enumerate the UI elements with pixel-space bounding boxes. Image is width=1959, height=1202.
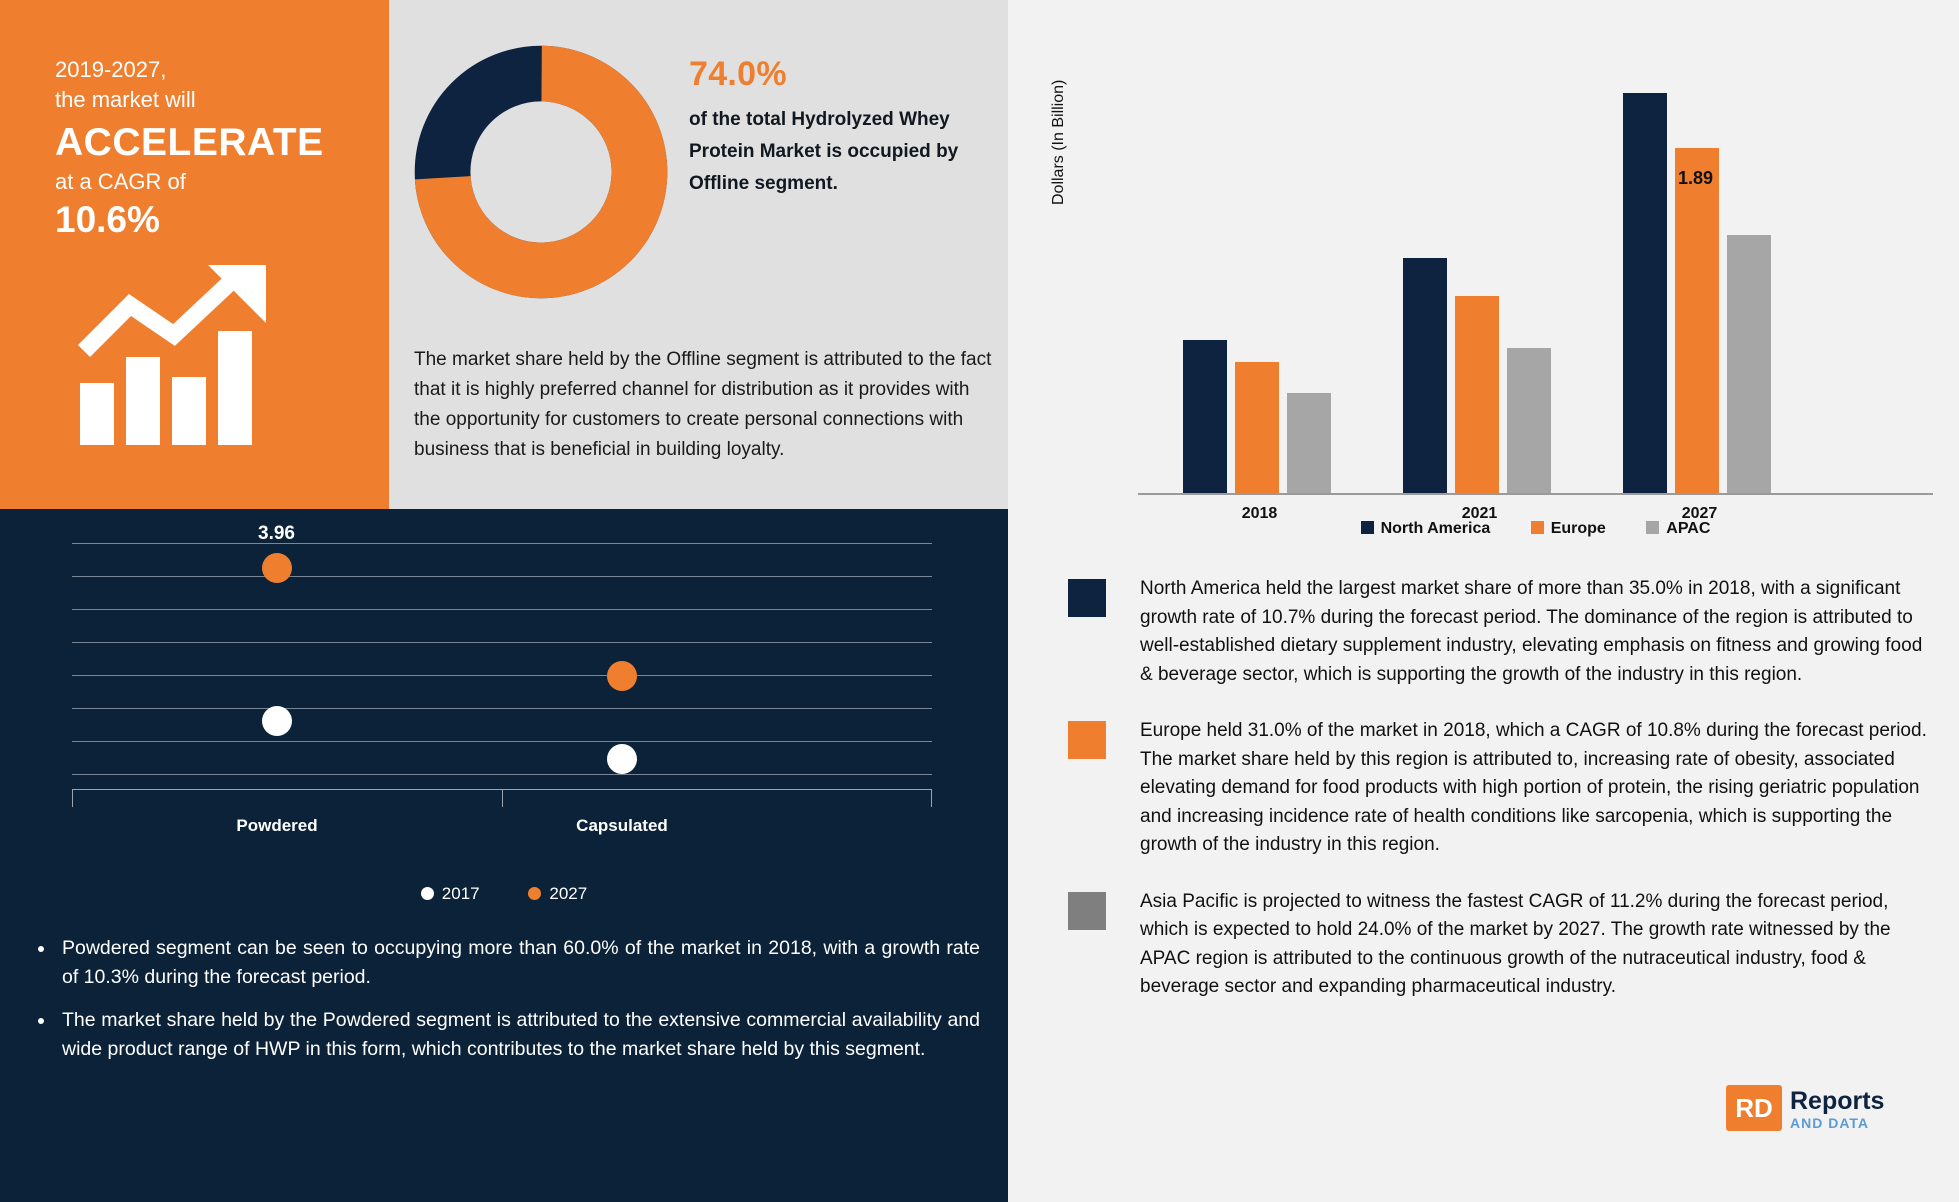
dot-data-label-396: 3.96 xyxy=(258,523,295,544)
cagr-subtitle: the market will xyxy=(55,87,196,112)
offline-share-donut-chart xyxy=(411,42,671,302)
bar-chart-plot-area xyxy=(1138,50,1933,522)
dot-category-capsulated: Capsulated xyxy=(576,816,668,835)
dot-capsulated-2017 xyxy=(607,744,637,774)
powdered-segment-bullets xyxy=(30,934,980,1078)
offline-share-description: The market share held by the Offline segment is attributed to the fact that it is highly preferred channel for distribution as it provides with the opportunity for customers to create personal connections with business that is beneficial in building loyalty. xyxy=(414,349,992,460)
bar-2027-north-america xyxy=(1623,93,1667,493)
note-apac xyxy=(1068,888,1928,1002)
legend-label-europe: Europe xyxy=(1550,520,1606,537)
right-column xyxy=(1008,0,1959,1202)
legend-item-north-america xyxy=(1361,520,1491,538)
bar-2027-apac xyxy=(1727,235,1771,493)
legend-item-apac xyxy=(1646,520,1710,538)
bar-2021-north-america xyxy=(1403,258,1447,493)
offline-share-subtitle: of the total Hydrolyzed Whey Protein Market is occupied by Offline segment. xyxy=(689,109,959,194)
dot-chart-legend xyxy=(0,884,1008,904)
regional-notes xyxy=(1068,575,1928,1030)
logo-text-primary: Reports xyxy=(1790,1087,1885,1115)
growth-arrow-icon xyxy=(70,265,330,455)
legend-swatch-2027-icon xyxy=(528,887,541,900)
logo-mark: RD xyxy=(1726,1085,1782,1131)
list-item: • The market share held by the Powdered segment is attributed to the extensive commercial availability and wide product range of HWP in this form, which contributes to the market share held by this segment. xyxy=(56,1006,980,1064)
regional-market-bar-chart xyxy=(1050,25,1948,537)
cagr-value: 10.6% xyxy=(55,199,160,240)
cagr-accelerate-label: ACCELERATE xyxy=(55,121,324,164)
form-segment-dot-chart xyxy=(62,523,942,851)
legend-swatch-2017-icon xyxy=(421,887,434,900)
dot-powdered-2017 xyxy=(262,706,292,736)
note-north-america xyxy=(1068,575,1928,689)
list-item: • Powdered segment can be seen to occupying more than 60.0% of the market in 2018, with a growth rate of 10.3% during the forecast period. xyxy=(56,934,980,992)
logo-text-secondary: AND DATA xyxy=(1790,1115,1870,1131)
reports-and-data-logo xyxy=(1726,1085,1926,1145)
note-text-apac: Asia Pacific is projected to witness the fastest CAGR of 11.2% during the forecast period, which is expected to hold 24.0% of the market by 2027. The growth rate witnessed by the APAC region is attributed to the continuous growth of the nutraceutical industry, food & beverage sector and expanding pharmaceutical industry. xyxy=(1140,890,1891,997)
legend-item-2027 xyxy=(528,884,587,904)
x-axis-label-2027: 2027 xyxy=(1681,505,1718,522)
note-swatch-europe-icon xyxy=(1068,721,1106,759)
bar-2021-europe xyxy=(1455,296,1499,493)
donut-panel xyxy=(389,0,1008,509)
dot-capsulated-2027 xyxy=(607,661,637,691)
dot-category-powdered: Powdered xyxy=(236,816,318,835)
bar-data-label-189: 1.89 xyxy=(1678,168,1714,188)
legend-swatch-north-america-icon xyxy=(1361,521,1374,534)
legend-swatch-apac-icon xyxy=(1646,521,1659,534)
donut-stat-block xyxy=(689,55,984,200)
bar-chart-legend xyxy=(1138,520,1933,538)
legend-item-europe xyxy=(1531,520,1606,538)
legend-item-2017 xyxy=(421,884,480,904)
bar-chart-y-axis-title: Dollars (In Billion) xyxy=(1050,79,1067,205)
cagr-at-label: at a CAGR of xyxy=(55,169,186,194)
dot-powdered-2027 xyxy=(262,553,292,583)
note-text-europe: Europe held 31.0% of the market in 2018, which a CAGR of 10.8% during the forecast period. The market share held by this region is attributed to, increasing rate of obesity, associated elevating demand for food products with high portion of protein, the rising geriatric population and increasing incidence rate of health conditions like sarcopenia, which is supporting the growth of the industry in this region. xyxy=(1140,720,1927,855)
legend-label-2017: 2017 xyxy=(441,884,480,903)
bar-2021-apac xyxy=(1507,348,1551,493)
bar-2018-europe xyxy=(1235,362,1279,493)
legend-label-apac: APAC xyxy=(1666,520,1711,537)
note-europe xyxy=(1068,717,1928,860)
note-text-north-america: North America held the largest market share of more than 35.0% in 2018, with a significant growth rate of 10.7% during the forecast period. The dominance of the region is attributed to well-established dietary supplement industry, elevating emphasis on fitness and growing food & beverage sector, which is supporting the growth of the industry in this region. xyxy=(1140,578,1923,685)
bar-2018-apac xyxy=(1287,393,1331,493)
legend-label-2027: 2027 xyxy=(549,884,588,903)
legend-swatch-europe-icon xyxy=(1531,521,1544,534)
x-axis-label-2018: 2018 xyxy=(1241,505,1278,522)
note-swatch-north-america-icon xyxy=(1068,579,1106,617)
bar-2027-europe xyxy=(1675,148,1719,493)
cagr-period: 2019-2027, xyxy=(55,57,167,82)
x-axis-label-2021: 2021 xyxy=(1461,505,1498,522)
offline-share-percent: 74.0% xyxy=(689,55,787,93)
bar-chart-baseline xyxy=(1138,493,1933,495)
note-swatch-apac-icon xyxy=(1068,892,1106,930)
navy-panel xyxy=(0,509,1008,1202)
cagr-panel xyxy=(0,0,389,509)
bar-2018-north-america xyxy=(1183,340,1227,493)
legend-label-north-america: North America xyxy=(1380,520,1491,537)
